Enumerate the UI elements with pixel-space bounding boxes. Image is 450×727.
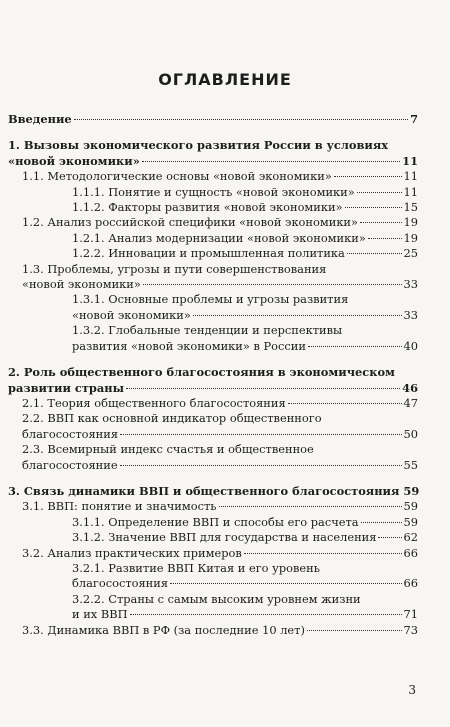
dot-leader [334, 176, 402, 177]
table-of-contents [8, 112, 418, 638]
toc-page-number: 11 [403, 169, 418, 184]
dot-leader [143, 284, 402, 285]
toc-page-number: 66 [403, 545, 418, 560]
toc-entry [8, 442, 418, 473]
toc-entry [8, 323, 418, 354]
toc-entry-text: 2. Роль общественного благосостояния в экономическом [8, 365, 395, 380]
toc-entry-text: 2.2. ВВП как основной индикатор общественного [22, 411, 322, 426]
toc-page-number: 19 [403, 230, 418, 245]
toc-entry-text: развитии страны [8, 380, 124, 395]
toc-entry [8, 530, 418, 545]
toc-page-number: 55 [403, 457, 418, 472]
toc-entry-text: 3.3. Динамика ВВП в РФ (за последние 10 лет) [22, 622, 305, 637]
toc-entry [8, 231, 418, 246]
toc-entry [8, 215, 418, 230]
toc-entry [8, 411, 418, 442]
toc-page-number: 50 [403, 426, 418, 441]
toc-entry [8, 484, 418, 499]
toc-entry-text: 3.2. Анализ практических примеров [22, 545, 242, 560]
toc-entry-text: «новой экономики» [8, 153, 140, 168]
dot-leader [347, 253, 402, 254]
toc-page-number: 59 [403, 483, 420, 498]
toc-entry [8, 515, 418, 530]
toc-page-number: 25 [403, 246, 418, 261]
toc-entry [8, 561, 418, 592]
toc-page-number: 15 [403, 200, 418, 215]
toc-entry [8, 365, 418, 396]
dot-leader [74, 119, 408, 120]
dot-leader [170, 583, 401, 584]
dot-leader [357, 192, 402, 193]
toc-entry-text: «новой экономики» [72, 307, 191, 322]
dot-leader [361, 522, 402, 523]
toc-entry [8, 396, 418, 411]
dot-leader [345, 207, 402, 208]
toc-entry-text: 3.2.2. Страны с самым высоким уровнем жизни [72, 591, 361, 606]
toc-entry [8, 499, 418, 514]
toc-entry-text: 3. Связь динамики ВВП и общественного благосостояния [8, 483, 400, 498]
toc-entry-text: 1.3. Проблемы, угрозы и пути совершенствования [22, 261, 327, 276]
toc-page-number: 33 [403, 277, 418, 292]
toc-entry-text: 3.2.1. Развитие ВВП Китая и его уровень [72, 560, 320, 575]
toc-entry-text: 1.2.1. Анализ модернизации «новой экономики» [72, 230, 366, 245]
toc-entry-text: «новой экономики» [22, 277, 141, 292]
toc-entry-text: 3.1. ВВП: понятие и значимость [22, 499, 217, 514]
toc-entry-text: 1.1.2. Факторы развития «новой экономики» [72, 200, 343, 215]
toc-entry [8, 169, 418, 184]
toc-entry-text: развития «новой экономики» в России [72, 338, 306, 353]
toc-page-number: 62 [403, 530, 418, 545]
dot-leader [378, 537, 401, 538]
toc-entry-text: и их ВВП [72, 607, 128, 622]
toc-entry [8, 138, 418, 169]
toc-entry [8, 292, 418, 323]
toc-entry-text: 1.2.2. Инновации и промышленная политика [72, 246, 345, 261]
toc-page-number: 19 [403, 215, 418, 230]
dot-leader [307, 630, 402, 631]
toc-page-number: 66 [403, 576, 418, 591]
toc-entry-text: 1.3.1. Основные проблемы и угрозы развития [72, 292, 349, 307]
page-title: ОГЛАВЛЕНИЕ [158, 70, 292, 89]
toc-entry [8, 592, 418, 623]
toc-entry-text: 3.1.1. Определение ВВП и способы его расчета [72, 514, 359, 529]
dot-leader [219, 506, 402, 507]
toc-entry [8, 262, 418, 293]
toc-entry [8, 546, 418, 561]
toc-entry-text: 1.1.1. Понятие и сущность «новой экономики» [72, 184, 355, 199]
toc-entry-text: благосостояния [72, 576, 169, 591]
dot-leader [142, 161, 400, 162]
dot-leader [360, 222, 402, 223]
toc-page-number: 46 [402, 380, 418, 395]
toc-entry-text: 1.2. Анализ российской специфики «новой экономики» [22, 215, 358, 230]
toc-entry [8, 200, 418, 215]
toc-entry-text: 2.1. Теория общественного благосостояния [22, 395, 286, 410]
toc-page-number: 59 [403, 499, 418, 514]
toc-page-number: 11 [402, 153, 418, 168]
dot-leader [126, 388, 400, 389]
dot-leader [308, 346, 402, 347]
toc-entry [8, 112, 418, 127]
page-number: 3 [408, 683, 416, 697]
toc-entry-text: 1. Вызовы экономического развития России в условиях [8, 138, 389, 153]
dot-leader [130, 614, 402, 615]
dot-leader [244, 553, 402, 554]
toc-page-number: 73 [403, 622, 418, 637]
dot-leader [120, 465, 402, 466]
toc-page-number: 33 [403, 307, 418, 322]
toc-page-number: 11 [403, 184, 418, 199]
toc-entry-text: 3.1.2. Значение ВВП для государства и населения [72, 530, 377, 545]
toc-entry [8, 246, 418, 261]
dot-leader [120, 434, 401, 435]
toc-entry-text: благосостояние [22, 457, 118, 472]
toc-entry-text: благосостояния [22, 426, 119, 441]
toc-entry [8, 185, 418, 200]
toc-entry-text: 2.3. Всемирный индекс счастья и общественное [22, 442, 314, 457]
toc-entry-text: 1.3.2. Глобальные тенденции и перспективы [72, 323, 343, 338]
dot-leader [193, 315, 402, 316]
toc-page-number: 59 [403, 514, 418, 529]
toc-entry-text: 1.1. Методологические основы «новой экономики» [22, 169, 332, 184]
toc-entry-text: Введение [8, 112, 72, 126]
toc-page-number: 47 [403, 395, 418, 410]
toc-entry [8, 623, 418, 638]
toc-page-number: 7 [410, 112, 418, 126]
toc-page-number: 40 [403, 338, 418, 353]
toc-page-number: 71 [403, 607, 418, 622]
dot-leader [288, 403, 402, 404]
dot-leader [368, 238, 402, 239]
